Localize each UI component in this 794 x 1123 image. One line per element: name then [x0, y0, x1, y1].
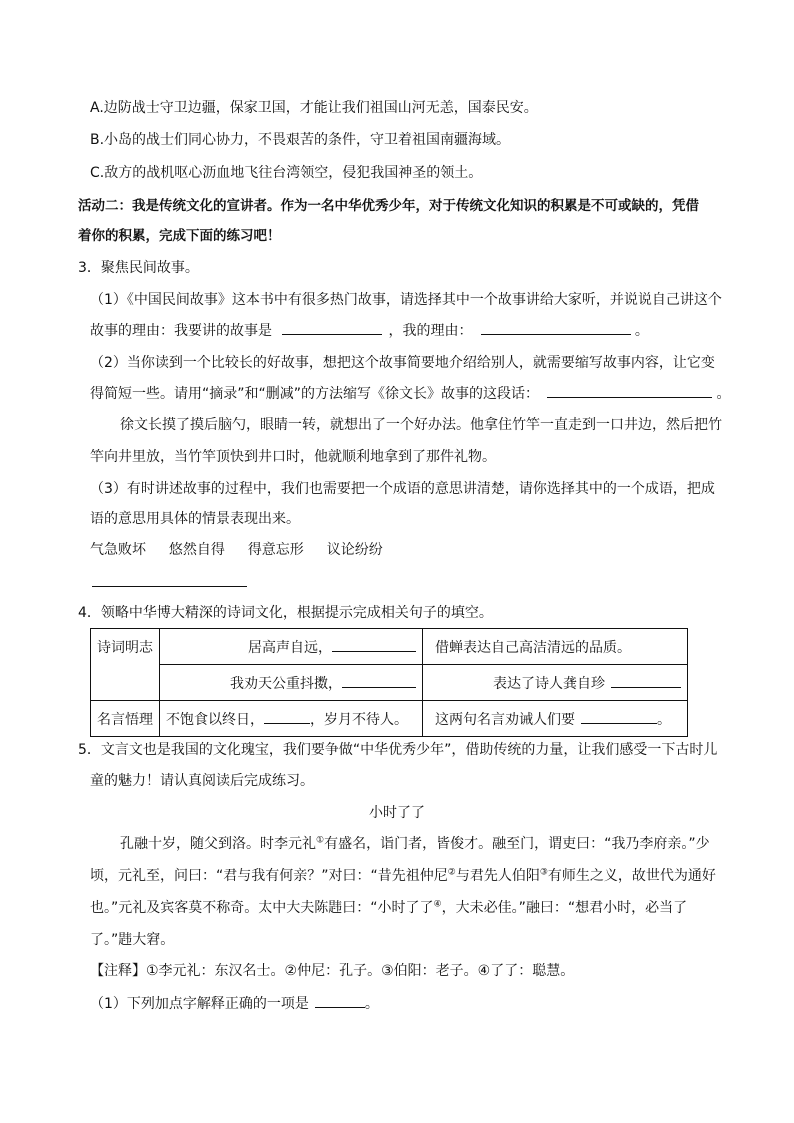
- q3-part1-text-c: 。: [634, 323, 649, 339]
- footnote-4: ④: [433, 899, 442, 910]
- option-b: B.小岛的战士们同心协力，不畏艰苦的条件，守卫着祖国南疆海域。: [90, 132, 511, 148]
- footnote-1: ①: [316, 835, 325, 846]
- q3-title: 3．聚焦民间故事。: [78, 260, 199, 276]
- q4-row2-right: 表达了诗人龚自珍: [423, 665, 688, 701]
- q3-idiom-answer-blank[interactable]: [92, 586, 247, 587]
- q4-row3-right-blank[interactable]: [581, 709, 657, 724]
- footnote-3: ③: [539, 867, 548, 878]
- q5-text-line3: 也。”元礼及宾客莫不称奇。太中大夫陈韪曰：“小时了了④，大未必佳。”融曰：“想君小时，必当了: [90, 899, 688, 916]
- q4-row3-head: 名言悟理: [91, 701, 160, 737]
- q4-row1-left: 居高声自远，: [160, 629, 423, 665]
- activity2-heading-line2: 着你的积累，完成下面的练习吧！: [78, 228, 281, 244]
- q3-part2-text-a: 得简短一些。请用“摘录”和“删减”的方法缩写《徐文长》故事的这段话：: [90, 386, 540, 402]
- q3-part3-line1: （3）有时讲述故事的过程中，我们也需要把一个成语的意思讲清楚，请你选择其中的一个成语，把成: [90, 481, 715, 497]
- q3-part1-text-a: 故事的理由：我要讲的故事是: [90, 323, 272, 339]
- q3-passage-line2: 竿向井里放，当竹竿顶快到井口时，他就顺利地拿到了那件礼物。: [90, 449, 496, 465]
- q5-intro-line2: 童的魅力！请认真阅读后完成练习。: [90, 773, 314, 789]
- q4-row2-blank[interactable]: [342, 673, 416, 688]
- q3-summary-blank[interactable]: [547, 383, 712, 398]
- q5-sub1-blank[interactable]: [315, 993, 365, 1008]
- q3-part3-line2: 语的意思用具体的情景表现出来。: [90, 511, 300, 527]
- q5-text-line4: 了。”韪大窘。: [90, 932, 175, 948]
- q4-row3-right: 这两句名言劝诫人们要 。: [423, 701, 688, 737]
- q5-notes: 【注释】①李元礼：东汉名士。②仲尼：孔子。③伯阳：老子。④了了：聪慧。: [90, 963, 575, 979]
- option-a: A.边防战士守卫边疆，保家卫国，才能让我们祖国山河无恙，国泰民安。: [90, 100, 538, 116]
- q5-passage-title: 小时了了: [369, 805, 425, 821]
- q5-intro-line1: 5．文言文也是我国的文化瑰宝，我们要争做“中华优秀少年”，借助传统的力量，让我们感受一下古时儿: [78, 742, 718, 758]
- q3-part1-line2: [90, 320, 649, 341]
- q4-row2-left: 我劝天公重抖擞，: [160, 665, 423, 701]
- q5-text-line2: 顷，元礼至，问曰：“君与我有何亲？”对曰：“昔先祖仲尼②与君先人伯阳③有师生之义，故世代为通好: [90, 867, 716, 884]
- q3-passage-line1: 徐文长摸了摸后脑勺，眼睛一转，就想出了一个好办法。他拿住竹竿一直走到一口井边，然后把竹: [120, 417, 722, 433]
- q5-text-line1: 孔融十岁，随父到洛。时李元礼①有盛名，诣门者，皆俊才。融至门，谓吏曰：“我乃李府亲。”少: [120, 835, 710, 852]
- idiom-3: 得意忘形: [247, 542, 304, 558]
- q3-reason-blank[interactable]: [481, 320, 631, 335]
- q4-row1-head: 诗词明志: [91, 629, 160, 701]
- q4-row3-blank[interactable]: [264, 709, 310, 724]
- q3-story-blank[interactable]: [282, 320, 382, 335]
- footnote-2: ②: [447, 867, 456, 878]
- q5-subquestion-1: （1）下列加点字解释正确的一项是 。: [90, 993, 379, 1014]
- q3-part2-text-b: 。: [716, 386, 731, 402]
- q3-part2-line2: [90, 383, 730, 404]
- q3-idiom-list: [90, 540, 383, 560]
- q3-part2-line1: （2）当你读到一个比较长的好故事，想把这个故事简要地介绍给别人，就需要缩写故事内容，让它变: [90, 355, 715, 371]
- q4-row1-right: 借蝉表达自己高洁清远的品质。: [423, 629, 688, 665]
- idiom-4: 议论纷纷: [326, 542, 383, 558]
- q4-row2-right-blank[interactable]: [611, 673, 681, 688]
- q4-table: [90, 628, 688, 737]
- idiom-2: 悠然自得: [168, 542, 225, 558]
- idiom-1: 气急败坏: [90, 542, 146, 558]
- q3-part1-line1: （1）《中国民间故事》这本书中有很多热门故事，请选择其中一个故事讲给大家听，并说说自己讲这个: [90, 292, 722, 308]
- q4-row1-blank[interactable]: [332, 637, 416, 652]
- option-c: C.敌方的战机呕心沥血地飞往台湾领空，侵犯我国神圣的领土。: [90, 165, 483, 181]
- activity2-heading-line1: 活动二：我是传统文化的宣讲者。作为一名中华优秀少年，对于传统文化知识的积累是不可或缺的，凭借: [78, 198, 699, 214]
- q4-title: 4．领略中华博大精深的诗词文化，根据提示完成相关句子的填空。: [78, 605, 493, 621]
- q3-part1-text-b: ，我的理由：: [388, 323, 473, 339]
- q4-row3-left: 不饱食以终日， ，岁月不待人。: [160, 701, 423, 737]
